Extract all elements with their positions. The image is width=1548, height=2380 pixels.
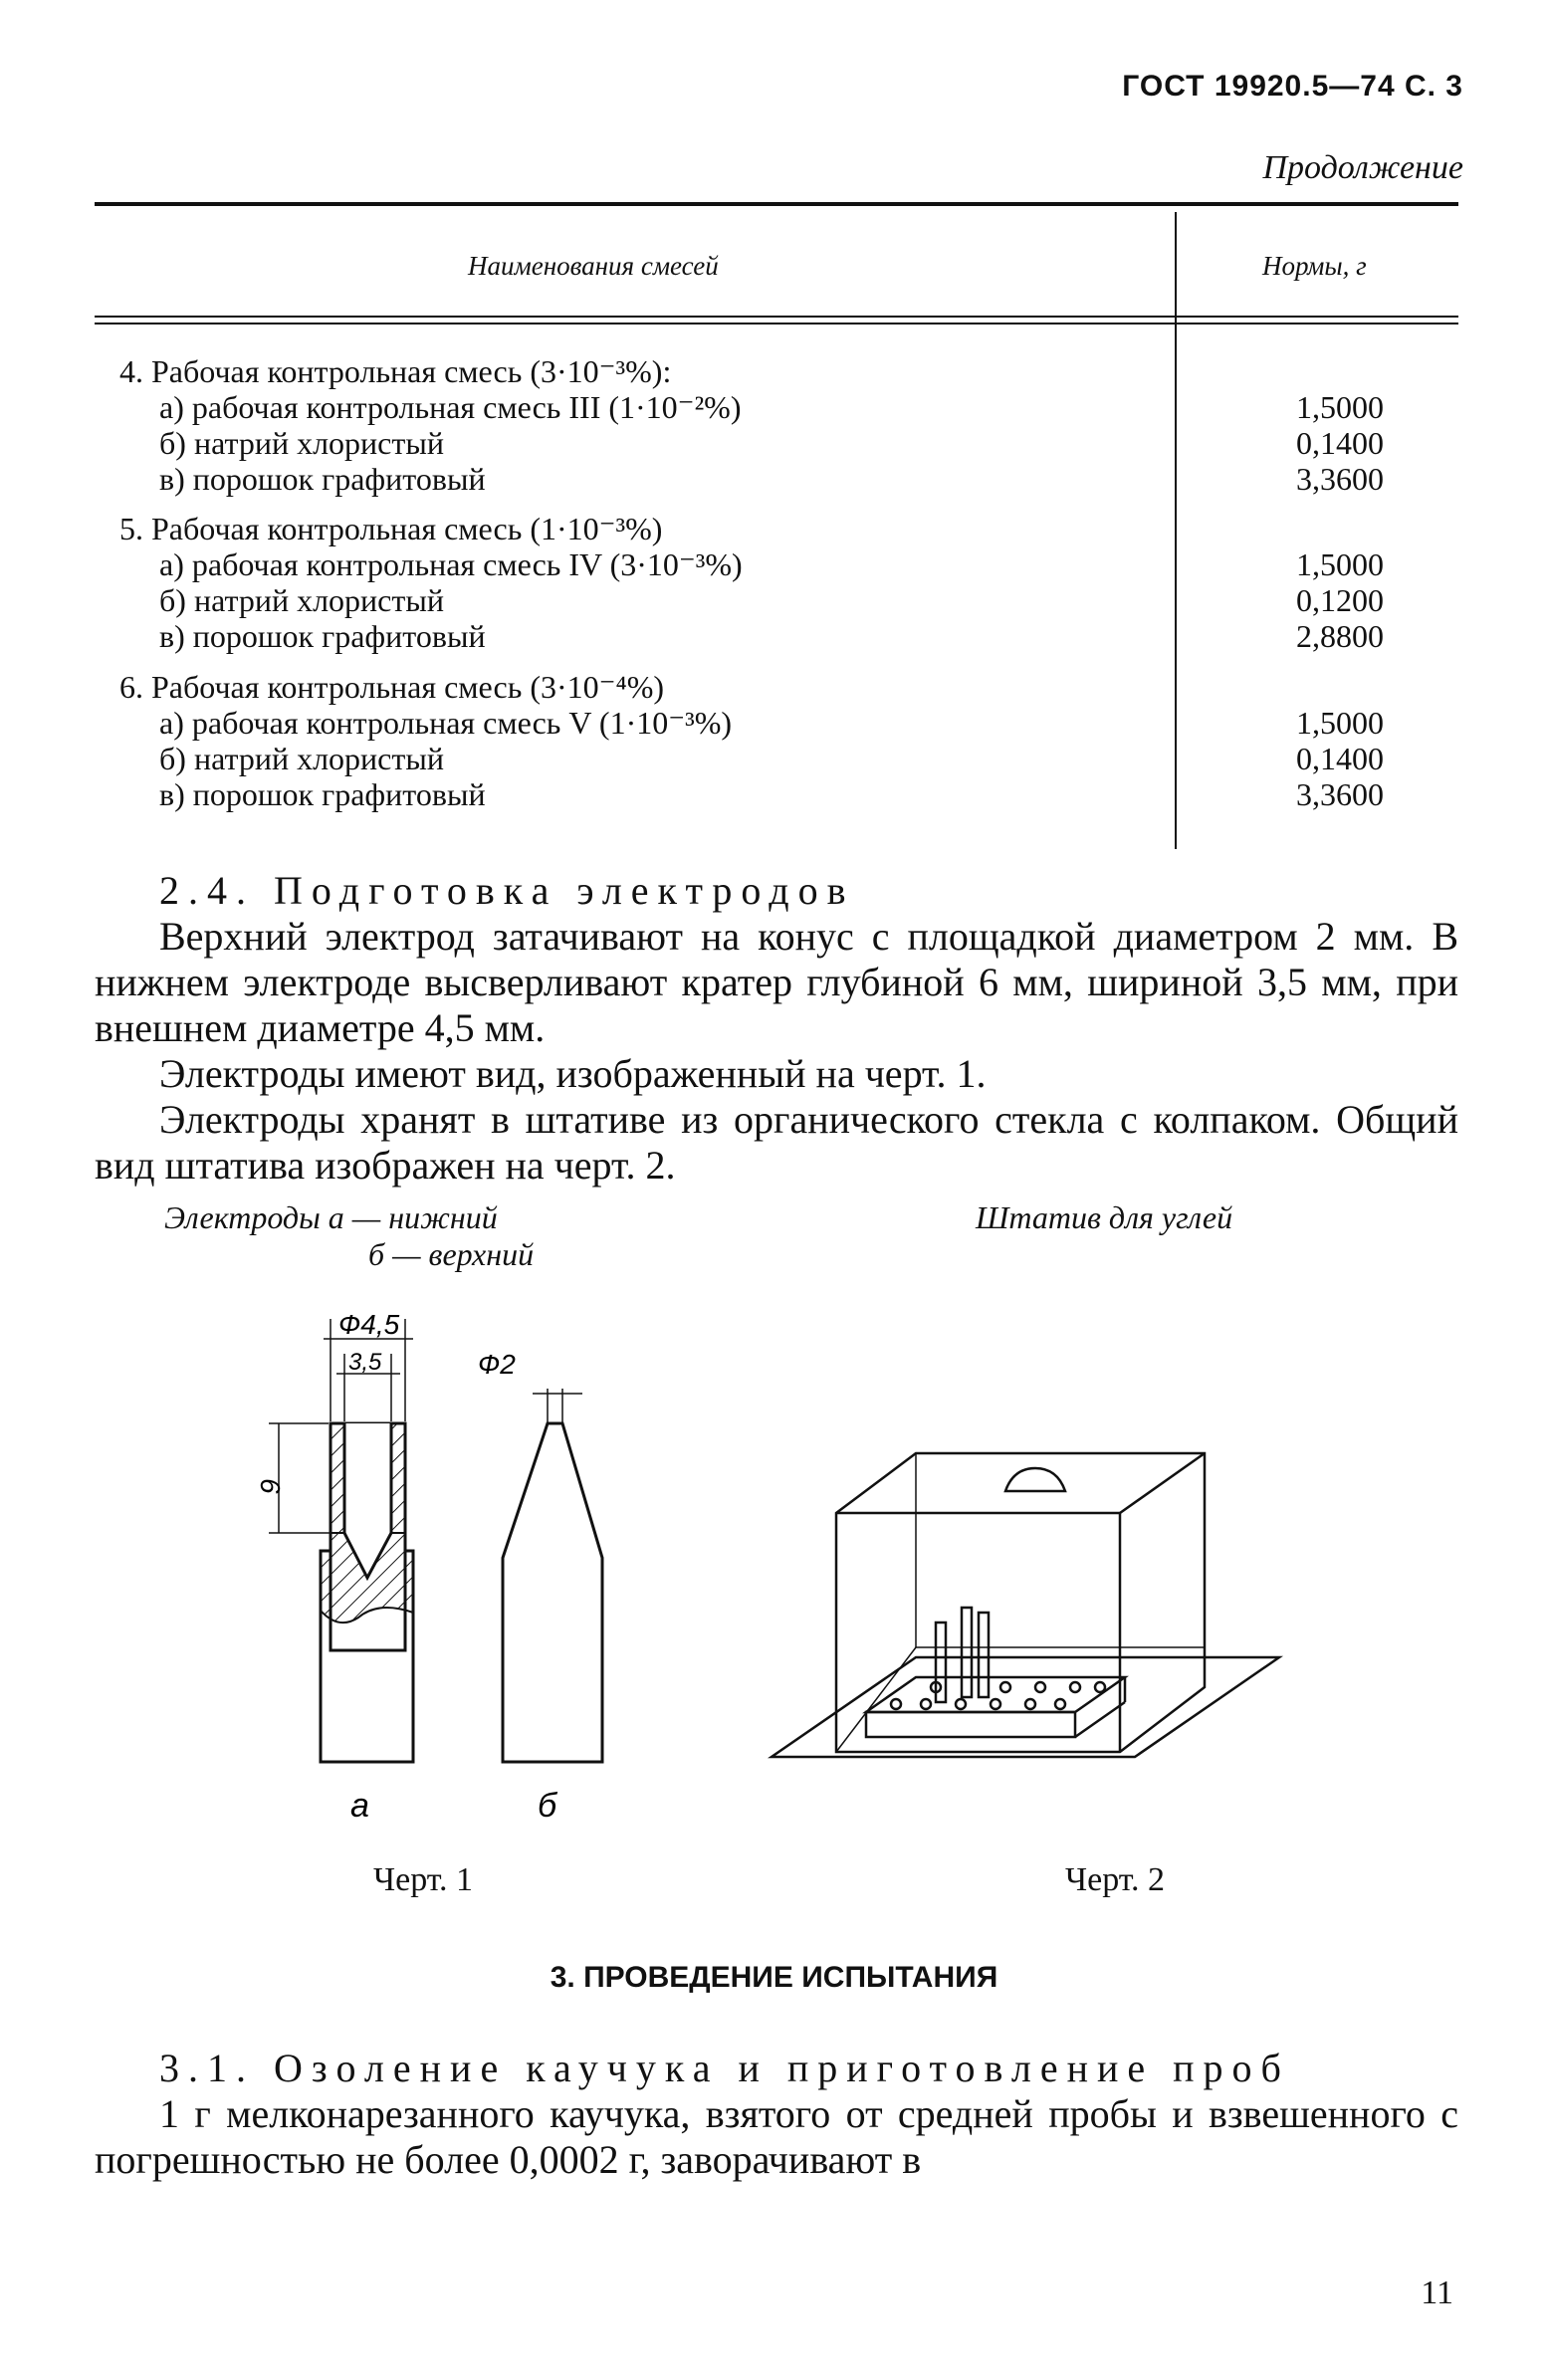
item-value: 3,3600: [1296, 776, 1384, 812]
group-title: 4. Рабочая контрольная смесь (3·10⁻³%):: [119, 353, 672, 389]
group-title: 6. Рабочая контрольная смесь (3·10⁻⁴%): [119, 669, 664, 705]
dimension-top-diameter: Ф2: [478, 1349, 516, 1380]
section-2-4-heading: 2.4. Подготовка электродов: [159, 868, 855, 913]
section-2-4-paragraph-3: Электроды хранят в штативе из органического стекла с колпаком. Общий вид штатива изображен на черт. 2.: [95, 1097, 1458, 1188]
section-3-title: 3. ПРОВЕДЕНИЕ ИСПЫТАНИЯ: [550, 1961, 998, 1994]
item-label: а) рабочая контрольная смесь IV (3·10⁻³%): [159, 546, 743, 582]
figure-1-caption-a: Электроды а — нижний: [164, 1199, 498, 1235]
figure-2-stand: [767, 1433, 1284, 1782]
item-value: 0,1200: [1296, 582, 1384, 618]
header-rule-2: [95, 323, 1458, 325]
section-3-1-heading: 3.1. Озоление каучука и приготовление проб: [159, 2046, 1290, 2090]
page-number: 11: [1421, 2274, 1453, 2311]
item-label: б) натрий хлористый: [159, 425, 444, 461]
continuation-label: Продолжение: [1262, 149, 1463, 186]
upper-electrode-drawing: [503, 1389, 602, 1762]
figure-1-label: Черт. 1: [373, 1861, 474, 1898]
document-header: ГОСТ 19920.5—74 С. 3: [1122, 70, 1463, 103]
label-b: б: [538, 1787, 557, 1825]
section-3-1-paragraph: 1 г мелконарезанного каучука, взятого от средней пробы и взвешенного с погрешностью не более 0,0002 г, заворачивают в: [95, 2091, 1458, 2182]
handle: [1005, 1468, 1065, 1491]
table-column-divider: [1175, 212, 1177, 849]
figure-2-label: Черт. 2: [1065, 1861, 1166, 1898]
item-value: 0,1400: [1296, 425, 1384, 461]
item-value: 2,8800: [1296, 618, 1384, 654]
item-value: 1,5000: [1296, 705, 1384, 741]
section-2-4-paragraph-2: Электроды имеют вид, изображенный на черт. 1.: [159, 1051, 987, 1096]
item-label: в) порошок графитовый: [159, 618, 486, 654]
item-value: 1,5000: [1296, 389, 1384, 425]
dimension-outer-diameter: Ф4,5: [338, 1309, 400, 1340]
table-top-rule: [95, 202, 1458, 206]
item-label: в) порошок графитовый: [159, 461, 486, 497]
item-label: б) натрий хлористый: [159, 582, 444, 618]
column-header-names: Наименования смесей: [468, 251, 719, 281]
item-value: 0,1400: [1296, 741, 1384, 776]
figure-1-electrodes: [239, 1294, 667, 1832]
figure-2-caption: Штатив для углей: [976, 1199, 1233, 1235]
lower-electrode-drawing: [321, 1423, 413, 1762]
group-title: 5. Рабочая контрольная смесь (1·10⁻³%): [119, 511, 663, 546]
figure-1-caption-b: б — верхний: [368, 1236, 535, 1272]
header-rule-1: [95, 316, 1458, 318]
label-a: а: [350, 1787, 369, 1825]
item-label: а) рабочая контрольная смесь V (1·10⁻³%): [159, 705, 733, 741]
item-label: а) рабочая контрольная смесь III (1·10⁻²%): [159, 389, 742, 425]
dimension-inner-width: 3,5: [348, 1349, 382, 1376]
item-label: б) натрий хлористый: [159, 741, 444, 776]
item-value: 1,5000: [1296, 546, 1384, 582]
dimension-crater-depth: 6: [255, 1478, 286, 1494]
column-header-norms: Нормы, г: [1262, 251, 1367, 281]
item-label: в) порошок графитовый: [159, 776, 486, 812]
item-value: 3,3600: [1296, 461, 1384, 497]
section-2-4-paragraph-1: Верхний электрод затачивают на конус с площадкой диаметром 2 мм. В нижнем электроде высверливают кратер глубиной 6 мм, шириной 3,5 мм, при внешнем диаметре 4,5 мм.: [95, 914, 1458, 1050]
